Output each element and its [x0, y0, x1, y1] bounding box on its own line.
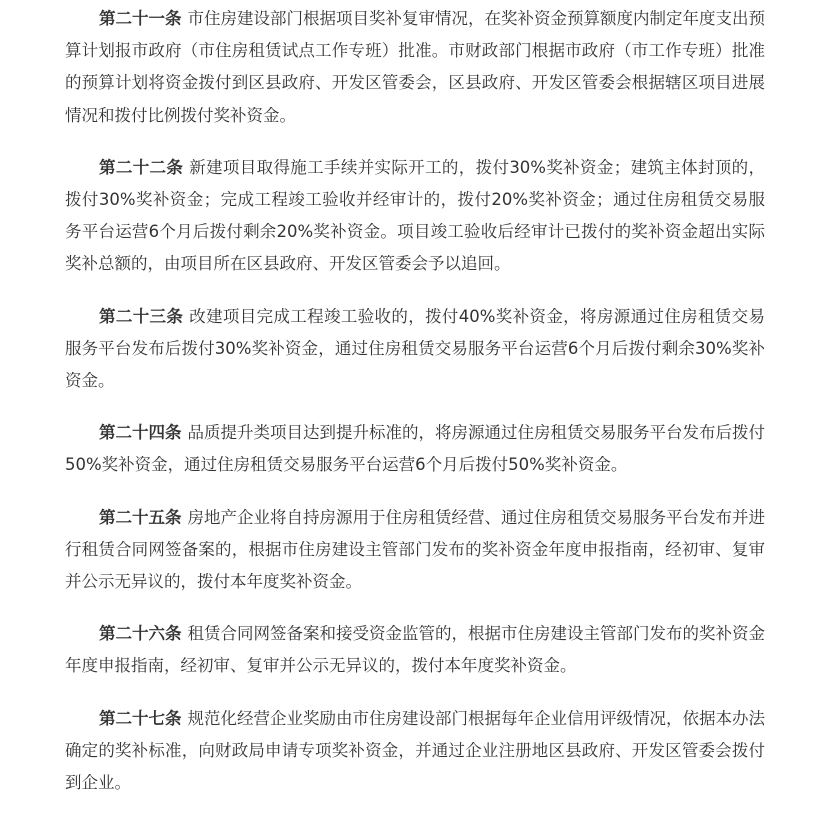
article-22 [65, 152, 765, 281]
article-text: 房地产企业将自持房源用于住房租赁经营、通过住房租赁交易服务平台发布并进行租赁合同网签备案的，根据市住房建设主管部门发布的奖补资金年度申报指南，经初审、复审并公示无异议的，拨付本年度奖补资金。 [65, 507, 765, 592]
article-25 [65, 502, 765, 599]
article-number: 第二十三条 [99, 306, 184, 326]
document-body [65, 3, 765, 819]
article-21 [65, 3, 765, 132]
article-text: 品质提升类项目达到提升标准的，将房源通过住房租赁交易服务平台发布后拨付50%奖补资金，通过住房租赁交易服务平台运营6个月后拨付50%奖补资金。 [65, 423, 765, 475]
article-number: 第二十七条 [99, 708, 182, 728]
article-text: 租赁合同网签备案和接受资金监管的，根据市住房建设主管部门发布的奖补资金年度申报指南，经初审、复审并公示无异议的，拨付本年度奖补资金。 [65, 624, 765, 676]
article-text: 规范化经营企业奖励由市住房建设部门根据每年企业信用评级情况，依据本办法确定的奖补标准，向财政局申请专项奖补资金，并通过企业注册地区县政府、开发区管委会拨付到企业。 [65, 708, 765, 793]
article-number: 第二十六条 [99, 624, 182, 644]
article-number: 第二十四条 [99, 423, 182, 443]
article-text: 新建项目取得施工手续并实际开工的，拨付30%奖补资金；建筑主体封顶的，拨付30%奖补资金；完成工程竣工验收并经审计的，拨付20%奖补资金；通过住房租赁交易服务平台运营6个月后拨付剩余20%奖补资金。项目竣工验收后经审计已拨付的奖补资金超出实际奖补总额的，由项目所在区县政府、开发区管委会予以追回。 [65, 157, 765, 274]
article-24 [65, 417, 765, 481]
article-23 [65, 301, 765, 398]
article-text: 改建项目完成工程竣工验收的，拨付40%奖补资金，将房源通过住房租赁交易服务平台发布后拨付30%奖补资金，通过住房租赁交易服务平台运营6个月后拨付剩余30%奖补资金。 [65, 306, 765, 391]
article-26 [65, 618, 765, 682]
article-27 [65, 703, 765, 800]
article-number: 第二十二条 [99, 157, 184, 177]
article-number: 第二十五条 [99, 507, 182, 527]
article-text: 市住房建设部门根据项目奖补复审情况，在奖补资金预算额度内制定年度支出预算计划报市政府（市住房租赁试点工作专班）批准。市财政部门根据市政府（市工作专班）批准的预算计划将资金拨付到区县政府、开发区管委会，区县政府、开发区管委会根据辖区项目进展情况和拨付比例拨付奖补资金。 [65, 9, 765, 125]
article-number: 第二十一条 [99, 9, 182, 28]
